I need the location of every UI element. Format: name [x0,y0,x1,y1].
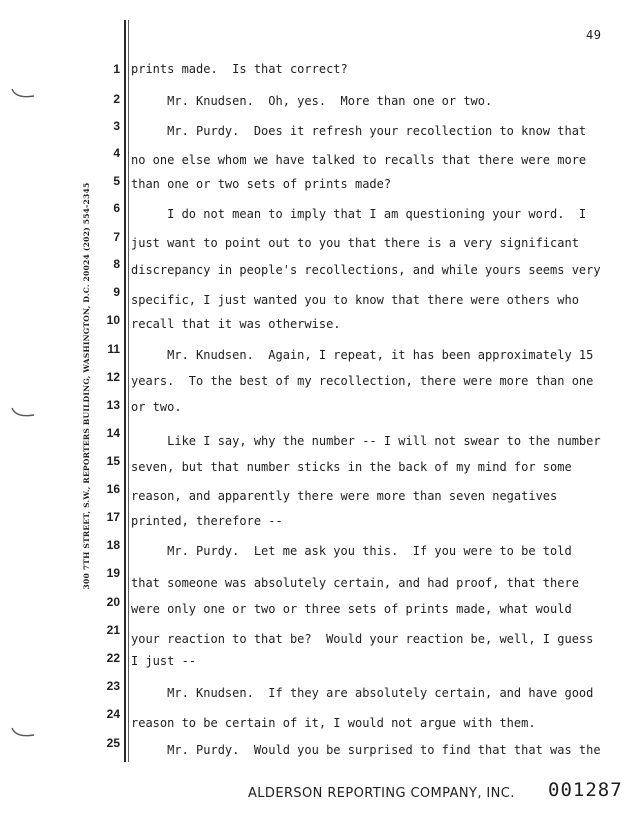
transcript-line: printed, therefore -- [131,514,283,528]
line-number: 8 [113,257,120,271]
line-number: 17 [106,510,120,524]
transcript-line: Mr. Knudsen. Oh, yes. More than one or two. [131,94,493,108]
transcript-line: Mr. Purdy. Let me ask you this. If you were to be told [131,544,572,558]
transcript-line: than one or two sets of prints made? [131,177,392,191]
binder-hole-mark [10,726,36,740]
transcript-line: reason to be certain of it, I would not argue with them. [131,716,536,730]
transcript-line: Like I say, why the number -- I will not swear to the number [131,434,601,448]
line-number: 7 [113,230,120,244]
page-number: 49 [586,28,602,42]
transcript-line: no one else whom we have talked to recalls that there were more [131,153,587,167]
transcript-line: Mr. Knudsen. If they are absolutely certain, and have good [131,686,594,700]
line-number: 2 [113,92,120,106]
line-number: 16 [106,482,120,496]
transcript-line: discrepancy in people's recollections, and while yours seems very [131,263,601,277]
line-number: 19 [106,566,120,580]
line-number: 18 [106,538,120,552]
line-number: 9 [113,285,120,299]
transcript-line: were only one or two or three sets of prints made, what would [131,602,572,616]
reporting-company-footer: ALDERSON REPORTING COMPANY, INC. [248,786,515,801]
transcript-line: reason, and apparently there were more than seven negatives [131,489,558,503]
transcript-line: I do not mean to imply that I am questioning your word. I [131,207,587,221]
transcript-line: or two. [131,400,182,414]
line-number: 21 [106,623,120,637]
line-number: 4 [113,146,120,160]
line-number: 15 [106,454,120,468]
transcript-line: your reaction to that be? Would your reaction be, well, I guess [131,632,594,646]
transcript-line: recall that it was otherwise. [131,317,341,331]
line-number: 3 [113,119,120,133]
binder-hole-mark [10,406,36,420]
line-number: 25 [106,736,120,750]
transcript-line: seven, but that number sticks in the back of my mind for some [131,460,572,474]
line-number: 5 [113,174,120,188]
reporter-address-vertical: 300 7TH STREET, S.W., REPORTERS BUILDING, WASHINGTON, D.C. 20024 (202) 554-2345 [82,182,91,590]
line-number: 10 [106,313,120,327]
line-number: 6 [113,201,120,215]
line-number: 24 [106,707,120,721]
document-control-number: 001287 [548,779,623,801]
line-number: 13 [106,398,120,412]
transcript-line: Mr. Knudsen. Again, I repeat, it has been approximately 15 [131,348,594,362]
transcript-line: that someone was absolutely certain, and had proof, that there [131,576,579,590]
transcript-line: I just -- [131,654,197,668]
line-number: 12 [106,370,120,384]
line-number: 11 [107,342,120,356]
transcript-line: Mr. Purdy. Would you be surprised to find that that was the [131,743,601,757]
transcript-line: years. To the best of my recollection, there were more than one [131,374,594,388]
line-number: 1 [113,62,120,76]
margin-rule-inner [128,20,129,762]
transcript-line: just want to point out to you that there is a very significant [131,236,579,250]
binder-hole-mark [10,87,36,101]
transcript-line: prints made. Is that correct? [131,62,348,76]
transcript-line: Mr. Purdy. Does it refresh your recollection to know that [131,124,587,138]
line-number: 22 [106,651,120,665]
transcript-line: specific, I just wanted you to know that there were others who [131,293,579,307]
line-number: 23 [106,679,120,693]
margin-rule [124,20,126,762]
line-number: 14 [106,426,120,440]
line-number: 20 [106,595,120,609]
